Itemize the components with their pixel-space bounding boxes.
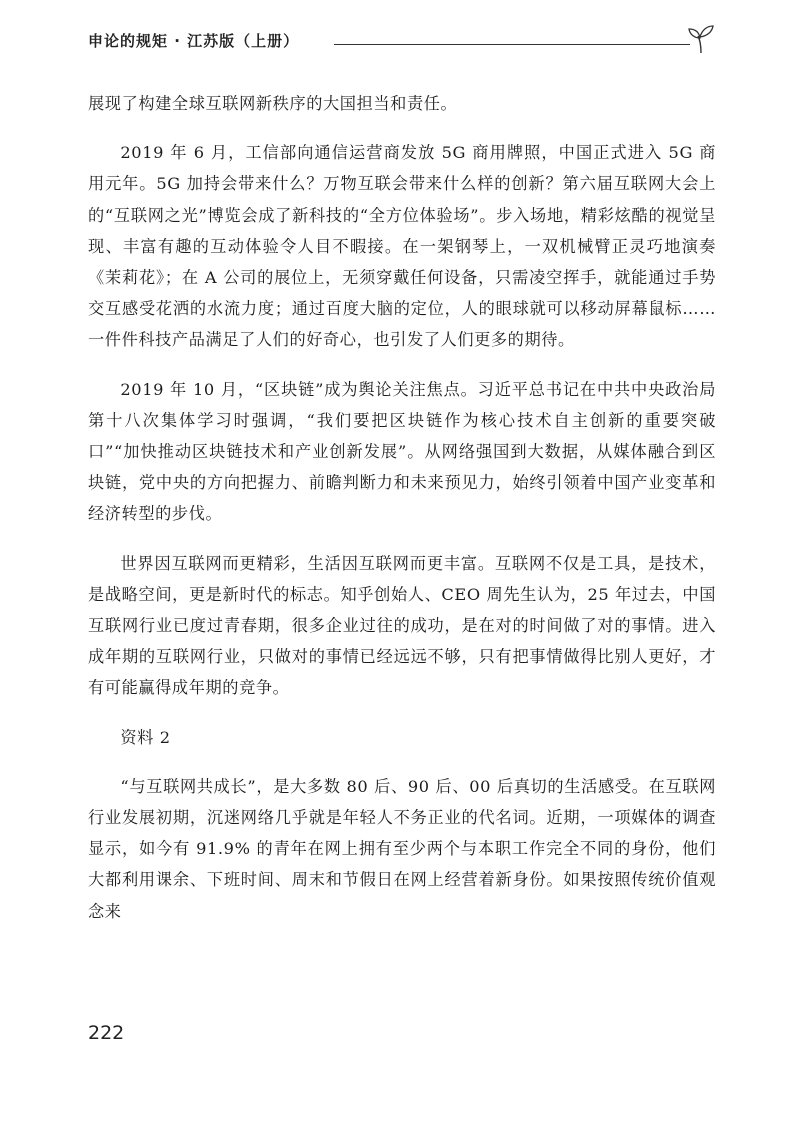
running-head: [88, 24, 714, 58]
body-text: [88, 88, 716, 945]
section-heading-material-2: 资料 2: [120, 727, 171, 747]
paragraph-growing-with-internet: “与互联网共成长”，是大多数 80 后、90 后、00 后真切的生活感受。在互联网行业发展初期，沉迷网络几乎就是年轻人不务正业的代名词。近期，一项媒体的调查显示，如今有 91.9% 的青年在网上拥有至少两个与本职工作完全不同的身份，他们大都利用课余、下班时间、周末和节假日在网上经营着新身份。如果按照传统价值观念来: [88, 776, 716, 921]
book-title: 申论的规矩 · 江苏版（上册）: [88, 32, 300, 50]
paragraph-continued: 展现了构建全球互联网新秩序的大国担当和责任。: [88, 94, 458, 113]
sprout-icon: [688, 24, 714, 54]
paragraph-internet-era: 世界因互联网而更精彩，生活因互联网而更丰富。互联网不仅是工具，是技术，是战略空间，更是新时代的标志。知乎创始人、CEO 周先生认为，25 年过去，中国互联网行业已度过青春期，很多企业过往的成功，是在对的时间做了对的事情。进入成年期的互联网行业，只做对的事情已经远远不够，只有把事情做得比别人更好，才有可能赢得成年期的竞争。: [88, 553, 716, 698]
paragraph-5g: 2019 年 6 月，工信部向通信运营商发放 5G 商用牌照，中国正式进入 5G 商用元年。5G 加持会带来什么？万物互联会带来什么样的创新？第六届互联网大会上的“互联网之光”博览会成了新科技的“全方位体验场”。步入场地，精彩炫酷的视觉呈现、丰富有趣的互动体验令人目不暇接。在一架钢琴上，一双机械臂正灵巧地演奏《茉莉花》；在 A 公司的展位上，无须穿戴任何设备，只需凌空挥手，就能通过手势交互感受花洒的水流力度；通过百度大脑的定位，人的眼球就可以移动屏幕鼠标……一件件科技产品满足了人们的好奇心，也引发了人们更多的期待。: [88, 143, 716, 350]
paragraph-blockchain: 2019 年 10 月，“区块链”成为舆论关注焦点。习近平总书记在中共中央政治局第十八次集体学习时强调，“我们要把区块链作为核心技术自主创新的重要突破口”“加快推动区块链技术和产业创新发展”。从网络强国到大数据，从媒体融合到区块链，党中央的方向把握力、前瞻判断力和未来预见力，始终引领着中国产业变革和经济转型的步伐。: [88, 379, 716, 524]
header-rule: [334, 44, 690, 45]
page-number: 222: [88, 1022, 125, 1044]
